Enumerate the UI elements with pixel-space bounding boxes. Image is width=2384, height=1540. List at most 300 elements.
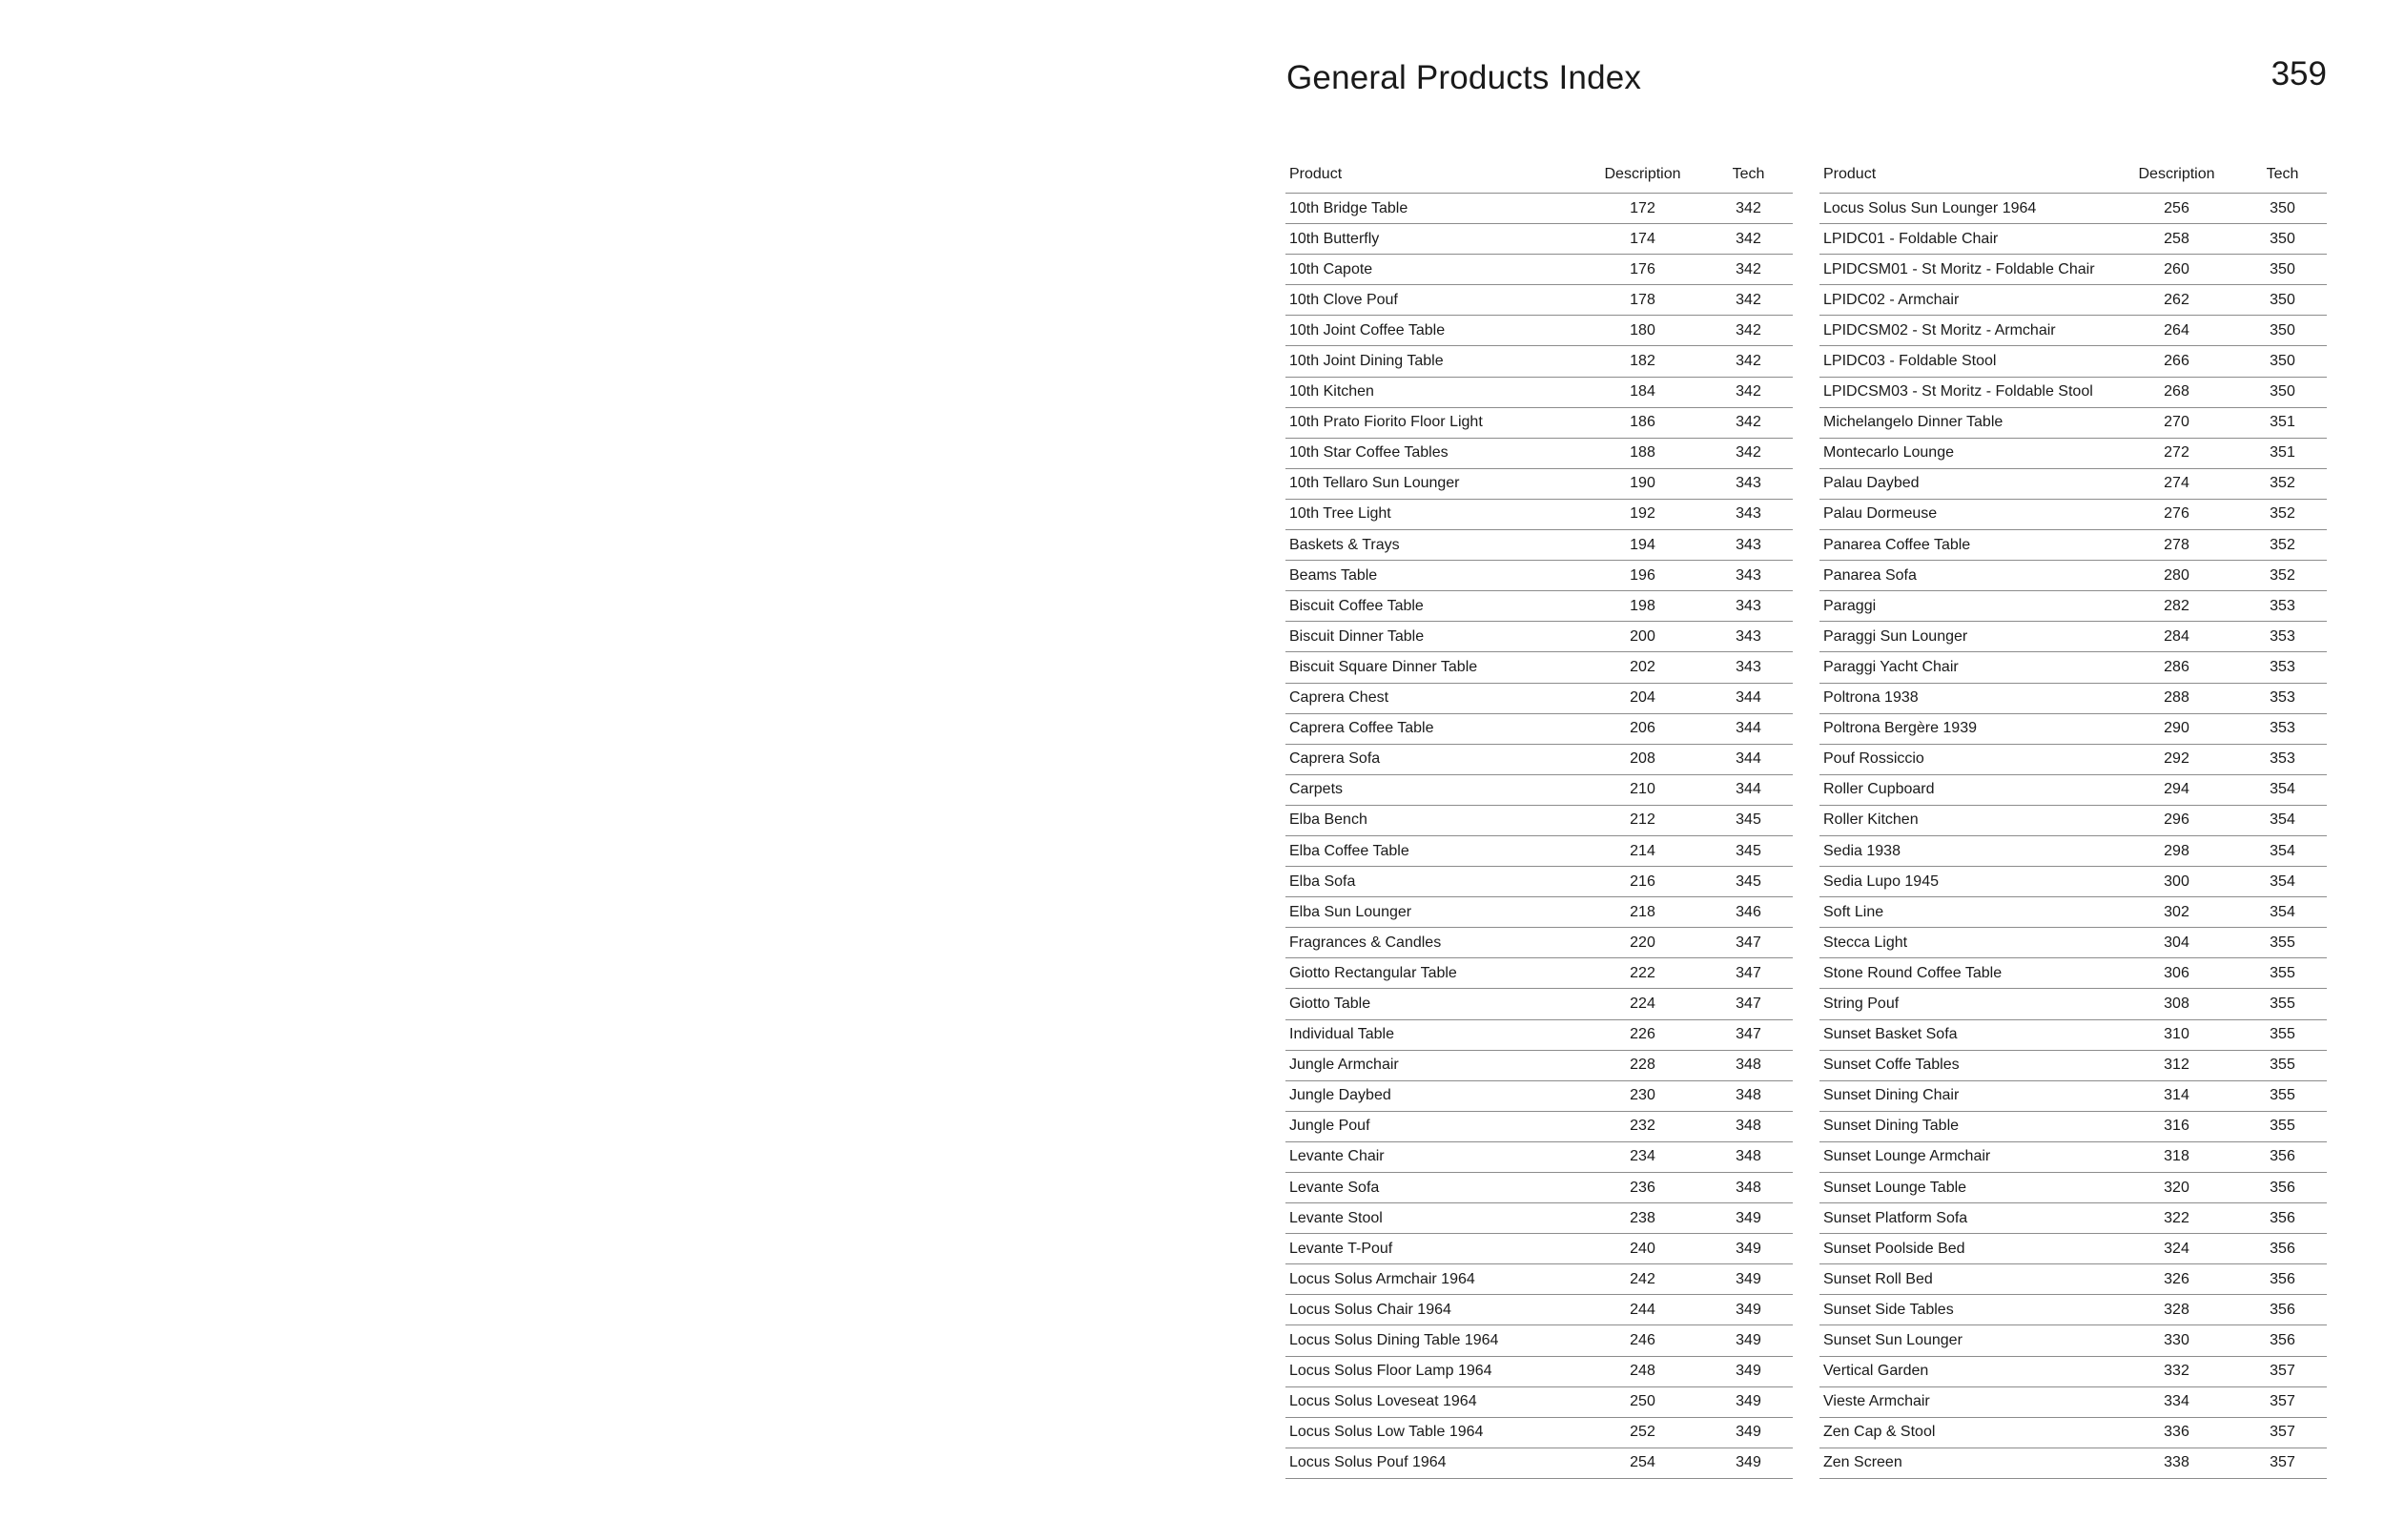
tech-page: 349 — [1700, 1203, 1793, 1234]
tech-page: 343 — [1700, 499, 1793, 529]
table-row — [1819, 835, 2327, 866]
product-name: Palau Daybed — [1819, 468, 2115, 499]
tech-page: 352 — [2234, 530, 2327, 561]
product-name: Giotto Table — [1285, 989, 1581, 1019]
tech-page: 349 — [1700, 1295, 1793, 1325]
table-row — [1285, 652, 1793, 683]
description-page: 240 — [1581, 1234, 1700, 1264]
description-page: 220 — [1581, 928, 1700, 958]
description-page: 330 — [2115, 1325, 2234, 1356]
table-row — [1285, 1203, 1793, 1234]
description-page: 190 — [1581, 468, 1700, 499]
description-page: 324 — [2115, 1234, 2234, 1264]
column-header-tech: Tech — [1700, 155, 1793, 194]
tech-page: 357 — [2234, 1417, 2327, 1448]
description-page: 264 — [2115, 316, 2234, 346]
table-row — [1285, 897, 1793, 928]
table-row — [1819, 958, 2327, 989]
tech-page: 350 — [2234, 194, 2327, 224]
product-name: Zen Cap & Stool — [1819, 1417, 2115, 1448]
table-row — [1285, 377, 1793, 407]
tech-page: 355 — [2234, 1111, 2327, 1141]
tech-page: 350 — [2234, 316, 2327, 346]
tech-page: 353 — [2234, 713, 2327, 744]
description-page: 322 — [2115, 1203, 2234, 1234]
product-name: Elba Coffee Table — [1285, 835, 1581, 866]
product-name: 10th Kitchen — [1285, 377, 1581, 407]
tech-page: 342 — [1700, 438, 1793, 468]
product-name: Beams Table — [1285, 561, 1581, 591]
table-row — [1285, 805, 1793, 835]
description-page: 302 — [2115, 897, 2234, 928]
description-page: 296 — [2115, 805, 2234, 835]
tech-page: 348 — [1700, 1050, 1793, 1080]
product-name: Carpets — [1285, 774, 1581, 805]
description-page: 328 — [2115, 1295, 2234, 1325]
product-name: Giotto Rectangular Table — [1285, 958, 1581, 989]
product-name: Levante T-Pouf — [1285, 1234, 1581, 1264]
description-page: 186 — [1581, 407, 1700, 438]
description-page: 176 — [1581, 255, 1700, 285]
table-row — [1819, 897, 2327, 928]
description-page: 198 — [1581, 591, 1700, 622]
description-page: 272 — [2115, 438, 2234, 468]
product-name: 10th Capote — [1285, 255, 1581, 285]
table-row — [1285, 346, 1793, 377]
table-row — [1285, 194, 1793, 224]
tech-page: 348 — [1700, 1111, 1793, 1141]
product-name: 10th Tellaro Sun Lounger — [1285, 468, 1581, 499]
table-row — [1285, 591, 1793, 622]
table-row — [1819, 1173, 2327, 1203]
description-page: 178 — [1581, 285, 1700, 316]
table-row — [1819, 285, 2327, 316]
table-row — [1285, 1050, 1793, 1080]
description-page: 196 — [1581, 561, 1700, 591]
description-page: 174 — [1581, 224, 1700, 255]
product-name: Poltrona 1938 — [1819, 683, 2115, 713]
product-name: Caprera Sofa — [1285, 744, 1581, 774]
product-name: Sunset Lounge Table — [1819, 1173, 2115, 1203]
table-row — [1819, 1417, 2327, 1448]
description-page: 182 — [1581, 346, 1700, 377]
tech-page: 354 — [2234, 867, 2327, 897]
description-page: 316 — [2115, 1111, 2234, 1141]
product-name: Sedia 1938 — [1819, 835, 2115, 866]
description-page: 336 — [2115, 1417, 2234, 1448]
tech-page: 355 — [2234, 1050, 2327, 1080]
table-row — [1819, 591, 2327, 622]
product-name: Locus Solus Low Table 1964 — [1285, 1417, 1581, 1448]
description-page: 286 — [2115, 652, 2234, 683]
product-name: Fragrances & Candles — [1285, 928, 1581, 958]
table-row — [1819, 1264, 2327, 1295]
tech-page: 343 — [1700, 561, 1793, 591]
product-name: LPIDCSM01 - St Moritz - Foldable Chair — [1819, 255, 2115, 285]
tech-page: 343 — [1700, 622, 1793, 652]
product-name: Roller Kitchen — [1819, 805, 2115, 835]
table-row — [1285, 1080, 1793, 1111]
tech-page: 342 — [1700, 346, 1793, 377]
table-row — [1819, 255, 2327, 285]
tech-page: 352 — [2234, 499, 2327, 529]
product-name: Locus Solus Loveseat 1964 — [1285, 1386, 1581, 1417]
table-row — [1285, 1325, 1793, 1356]
table-row — [1285, 958, 1793, 989]
table-row — [1285, 1417, 1793, 1448]
product-name: Sunset Sun Lounger — [1819, 1325, 2115, 1356]
product-name: Locus Solus Dining Table 1964 — [1285, 1325, 1581, 1356]
header-row — [1819, 155, 2327, 194]
tech-page: 347 — [1700, 928, 1793, 958]
product-name: Sunset Dining Chair — [1819, 1080, 2115, 1111]
product-name: Biscuit Dinner Table — [1285, 622, 1581, 652]
table-row — [1819, 1234, 2327, 1264]
table-row — [1285, 989, 1793, 1019]
description-page: 194 — [1581, 530, 1700, 561]
description-page: 250 — [1581, 1386, 1700, 1417]
description-page: 266 — [2115, 346, 2234, 377]
product-name: Caprera Chest — [1285, 683, 1581, 713]
tech-page: 357 — [2234, 1356, 2327, 1386]
description-page: 312 — [2115, 1050, 2234, 1080]
tech-page: 356 — [2234, 1141, 2327, 1172]
description-page: 238 — [1581, 1203, 1700, 1234]
description-page: 318 — [2115, 1141, 2234, 1172]
description-page: 252 — [1581, 1417, 1700, 1448]
product-name: Paraggi — [1819, 591, 2115, 622]
page-number: 359 — [2271, 55, 2327, 92]
product-name: Palau Dormeuse — [1819, 499, 2115, 529]
product-name: Panarea Coffee Table — [1819, 530, 2115, 561]
description-page: 278 — [2115, 530, 2234, 561]
column-header-product: Product — [1819, 155, 2115, 194]
product-name: Michelangelo Dinner Table — [1819, 407, 2115, 438]
description-page: 292 — [2115, 744, 2234, 774]
tech-page: 342 — [1700, 194, 1793, 224]
table-row — [1819, 774, 2327, 805]
product-name: 10th Prato Fiorito Floor Light — [1285, 407, 1581, 438]
tech-page: 343 — [1700, 468, 1793, 499]
description-page: 202 — [1581, 652, 1700, 683]
tech-page: 355 — [2234, 1019, 2327, 1050]
table-row — [1819, 468, 2327, 499]
table-row — [1819, 744, 2327, 774]
tech-page: 345 — [1700, 835, 1793, 866]
description-page: 254 — [1581, 1448, 1700, 1478]
description-page: 208 — [1581, 744, 1700, 774]
tech-page: 350 — [2234, 224, 2327, 255]
product-name: Levante Sofa — [1285, 1173, 1581, 1203]
table-row — [1285, 316, 1793, 346]
description-page: 248 — [1581, 1356, 1700, 1386]
tech-page: 342 — [1700, 224, 1793, 255]
tech-page: 354 — [2234, 805, 2327, 835]
table-row — [1819, 1295, 2327, 1325]
tech-page: 342 — [1700, 316, 1793, 346]
tech-page: 350 — [2234, 255, 2327, 285]
product-name: Locus Solus Floor Lamp 1964 — [1285, 1356, 1581, 1386]
table-row — [1285, 285, 1793, 316]
product-name: Vertical Garden — [1819, 1356, 2115, 1386]
table-row — [1819, 1356, 2327, 1386]
tech-page: 351 — [2234, 438, 2327, 468]
table-row — [1285, 255, 1793, 285]
table-row — [1819, 346, 2327, 377]
tech-page: 356 — [2234, 1234, 2327, 1264]
tech-page: 343 — [1700, 652, 1793, 683]
table-row — [1285, 1173, 1793, 1203]
table-row — [1819, 805, 2327, 835]
table-row — [1285, 530, 1793, 561]
table-row — [1819, 1203, 2327, 1234]
tech-page: 356 — [2234, 1325, 2327, 1356]
product-name: Elba Sofa — [1285, 867, 1581, 897]
tech-page: 344 — [1700, 774, 1793, 805]
tech-page: 354 — [2234, 897, 2327, 928]
tech-page: 354 — [2234, 774, 2327, 805]
product-name: Baskets & Trays — [1285, 530, 1581, 561]
tech-page: 343 — [1700, 530, 1793, 561]
table-row — [1819, 1080, 2327, 1111]
description-page: 314 — [2115, 1080, 2234, 1111]
tech-page: 357 — [2234, 1448, 2327, 1478]
tech-page: 357 — [2234, 1386, 2327, 1417]
product-name: LPIDC01 - Foldable Chair — [1819, 224, 2115, 255]
description-page: 258 — [2115, 224, 2234, 255]
tech-page: 350 — [2234, 377, 2327, 407]
tech-page: 355 — [2234, 1080, 2327, 1111]
description-page: 282 — [2115, 591, 2234, 622]
tech-page: 349 — [1700, 1264, 1793, 1295]
description-page: 212 — [1581, 805, 1700, 835]
tech-page: 342 — [1700, 377, 1793, 407]
table-row — [1285, 622, 1793, 652]
description-page: 300 — [2115, 867, 2234, 897]
table-row — [1819, 1141, 2327, 1172]
product-name: Poltrona Bergère 1939 — [1819, 713, 2115, 744]
table-row — [1285, 683, 1793, 713]
product-name: 10th Joint Coffee Table — [1285, 316, 1581, 346]
table-row — [1819, 194, 2327, 224]
tech-page: 348 — [1700, 1080, 1793, 1111]
tech-page: 347 — [1700, 958, 1793, 989]
description-page: 234 — [1581, 1141, 1700, 1172]
description-page: 200 — [1581, 622, 1700, 652]
description-page: 226 — [1581, 1019, 1700, 1050]
tech-page: 348 — [1700, 1141, 1793, 1172]
table-row — [1819, 499, 2327, 529]
product-name: Sunset Basket Sofa — [1819, 1019, 2115, 1050]
tech-page: 356 — [2234, 1295, 2327, 1325]
product-name: Jungle Armchair — [1285, 1050, 1581, 1080]
product-name: Levante Stool — [1285, 1203, 1581, 1234]
product-name: Biscuit Coffee Table — [1285, 591, 1581, 622]
tech-page: 345 — [1700, 805, 1793, 835]
tech-page: 343 — [1700, 591, 1793, 622]
table-row — [1285, 1141, 1793, 1172]
table-row — [1819, 438, 2327, 468]
table-row — [1819, 377, 2327, 407]
product-name: Elba Sun Lounger — [1285, 897, 1581, 928]
index-table-right — [1819, 155, 2327, 1479]
description-page: 256 — [2115, 194, 2234, 224]
table-row — [1285, 1111, 1793, 1141]
description-page: 308 — [2115, 989, 2234, 1019]
table-row — [1285, 561, 1793, 591]
tech-page: 344 — [1700, 683, 1793, 713]
description-page: 218 — [1581, 897, 1700, 928]
description-page: 172 — [1581, 194, 1700, 224]
product-name: 10th Clove Pouf — [1285, 285, 1581, 316]
table-row — [1285, 1019, 1793, 1050]
table-row — [1819, 652, 2327, 683]
description-page: 210 — [1581, 774, 1700, 805]
description-page: 232 — [1581, 1111, 1700, 1141]
product-name: Roller Cupboard — [1819, 774, 2115, 805]
product-name: Soft Line — [1819, 897, 2115, 928]
table-row — [1819, 622, 2327, 652]
description-page: 268 — [2115, 377, 2234, 407]
table-row — [1285, 1386, 1793, 1417]
tech-page: 349 — [1700, 1386, 1793, 1417]
table-row — [1819, 1386, 2327, 1417]
product-name: Locus Solus Chair 1964 — [1285, 1295, 1581, 1325]
product-name: Biscuit Square Dinner Table — [1285, 652, 1581, 683]
tech-page: 354 — [2234, 835, 2327, 866]
product-name: Montecarlo Lounge — [1819, 438, 2115, 468]
product-name: Jungle Daybed — [1285, 1080, 1581, 1111]
tech-page: 349 — [1700, 1448, 1793, 1478]
tech-page: 342 — [1700, 285, 1793, 316]
description-page: 188 — [1581, 438, 1700, 468]
column-header-product: Product — [1285, 155, 1581, 194]
table-row — [1819, 561, 2327, 591]
description-page: 262 — [2115, 285, 2234, 316]
tech-page: 356 — [2234, 1173, 2327, 1203]
description-page: 216 — [1581, 867, 1700, 897]
product-name: LPIDCSM02 - St Moritz - Armchair — [1819, 316, 2115, 346]
description-page: 260 — [2115, 255, 2234, 285]
tech-page: 355 — [2234, 958, 2327, 989]
description-page: 332 — [2115, 1356, 2234, 1386]
product-name: 10th Tree Light — [1285, 499, 1581, 529]
description-page: 242 — [1581, 1264, 1700, 1295]
product-name: Sunset Platform Sofa — [1819, 1203, 2115, 1234]
description-page: 288 — [2115, 683, 2234, 713]
product-name: Paraggi Yacht Chair — [1819, 652, 2115, 683]
table-row — [1285, 713, 1793, 744]
product-name: Locus Solus Armchair 1964 — [1285, 1264, 1581, 1295]
description-page: 180 — [1581, 316, 1700, 346]
description-page: 244 — [1581, 1295, 1700, 1325]
product-name: Pouf Rossiccio — [1819, 744, 2115, 774]
product-name: Vieste Armchair — [1819, 1386, 2115, 1417]
table-row — [1819, 928, 2327, 958]
tech-page: 356 — [2234, 1203, 2327, 1234]
table-row — [1819, 530, 2327, 561]
table-row — [1819, 407, 2327, 438]
product-name: Zen Screen — [1819, 1448, 2115, 1478]
description-page: 228 — [1581, 1050, 1700, 1080]
tech-page: 349 — [1700, 1234, 1793, 1264]
table-row — [1819, 224, 2327, 255]
tech-page: 352 — [2234, 468, 2327, 499]
column-header-description: Description — [1581, 155, 1700, 194]
product-name: Levante Chair — [1285, 1141, 1581, 1172]
description-page: 214 — [1581, 835, 1700, 866]
product-name: Sunset Coffe Tables — [1819, 1050, 2115, 1080]
product-name: Paraggi Sun Lounger — [1819, 622, 2115, 652]
table-row — [1285, 774, 1793, 805]
tech-page: 350 — [2234, 285, 2327, 316]
product-name: 10th Joint Dining Table — [1285, 346, 1581, 377]
product-name: LPIDC03 - Foldable Stool — [1819, 346, 2115, 377]
tech-page: 353 — [2234, 683, 2327, 713]
tech-page: 349 — [1700, 1356, 1793, 1386]
description-page: 284 — [2115, 622, 2234, 652]
description-page: 236 — [1581, 1173, 1700, 1203]
table-row — [1285, 835, 1793, 866]
product-name: Stone Round Coffee Table — [1819, 958, 2115, 989]
tech-page: 353 — [2234, 652, 2327, 683]
description-page: 290 — [2115, 713, 2234, 744]
column-header-tech: Tech — [2234, 155, 2327, 194]
product-name: Elba Bench — [1285, 805, 1581, 835]
description-page: 276 — [2115, 499, 2234, 529]
tech-page: 348 — [1700, 1173, 1793, 1203]
description-page: 224 — [1581, 989, 1700, 1019]
tech-page: 346 — [1700, 897, 1793, 928]
table-row — [1819, 1325, 2327, 1356]
table-row — [1285, 1295, 1793, 1325]
table-row — [1819, 1448, 2327, 1478]
product-name: Caprera Coffee Table — [1285, 713, 1581, 744]
description-page: 294 — [2115, 774, 2234, 805]
product-name: Panarea Sofa — [1819, 561, 2115, 591]
description-page: 184 — [1581, 377, 1700, 407]
product-name: Locus Solus Pouf 1964 — [1285, 1448, 1581, 1478]
tech-page: 350 — [2234, 346, 2327, 377]
header-row — [1285, 155, 1793, 194]
description-page: 298 — [2115, 835, 2234, 866]
tech-page: 342 — [1700, 255, 1793, 285]
table-row — [1819, 713, 2327, 744]
description-page: 246 — [1581, 1325, 1700, 1356]
description-page: 326 — [2115, 1264, 2234, 1295]
product-name: Stecca Light — [1819, 928, 2115, 958]
description-page: 310 — [2115, 1019, 2234, 1050]
product-name: 10th Bridge Table — [1285, 194, 1581, 224]
tech-page: 342 — [1700, 407, 1793, 438]
description-page: 338 — [2115, 1448, 2234, 1478]
table-row — [1285, 468, 1793, 499]
tech-page: 356 — [2234, 1264, 2327, 1295]
description-page: 270 — [2115, 407, 2234, 438]
tech-page: 347 — [1700, 989, 1793, 1019]
tech-page: 353 — [2234, 591, 2327, 622]
tech-page: 349 — [1700, 1325, 1793, 1356]
product-name: Locus Solus Sun Lounger 1964 — [1819, 194, 2115, 224]
tech-page: 353 — [2234, 622, 2327, 652]
table-row — [1285, 224, 1793, 255]
column-header-description: Description — [2115, 155, 2234, 194]
table-row — [1819, 867, 2327, 897]
product-name: Sunset Lounge Armchair — [1819, 1141, 2115, 1172]
product-name: Sunset Dining Table — [1819, 1111, 2115, 1141]
tech-page: 353 — [2234, 744, 2327, 774]
description-page: 230 — [1581, 1080, 1700, 1111]
